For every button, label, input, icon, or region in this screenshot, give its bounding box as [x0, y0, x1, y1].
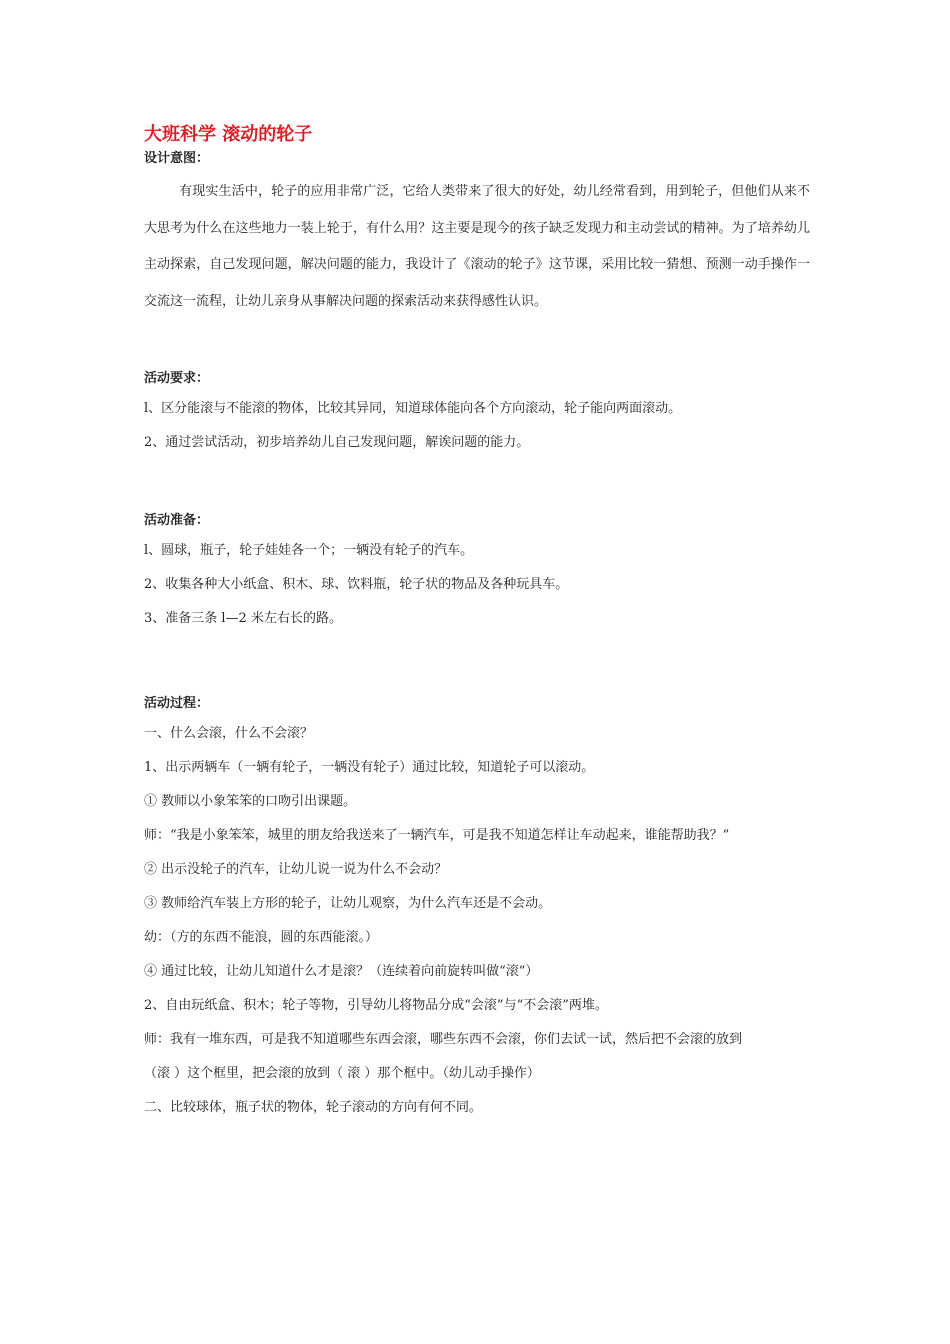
process-heading: 活动过程： [144, 696, 210, 711]
preparation-item: 3、准备三条 l—2 米左右长的路。 [144, 611, 342, 626]
process-item: 1、出示两辆车（一辆有轮子，一辆没有轮子）通过比较，知道轮子可以滚动。 [144, 760, 595, 775]
process-item: 师：我有一堆东西，可是我不知道哪些东西会滚，哪些东西不会滚，你们去试一试，然后把不会滚的放到 [144, 1032, 743, 1047]
process-item: ③ 教师给汽车装上方形的轮子，让幼儿观察，为什么汽车还是不会动。 [144, 896, 552, 911]
design-paragraph: 有现实生活中，轮子的应用非常广泛，它给人类带来了很大的好处，幼儿经常看到，用到轮子，但他们从来不大思考为什么在这些地力一装上轮于，有什么用？这主要是现今的孩子缺乏发现力和主动尝试的精神。为了培养幼儿主动探索，自己发现问题，解决问题的能力，我设计了《滚动的轮子》这节课，采用比较一猜想、预测一动手操作一交流这一流程，让幼儿亲身从事解决问题的探索活动来获得感性认识。 [144, 184, 810, 309]
preparation-item: l、圆球，瓶子，轮子娃娃各一个；一辆没有轮子的汽车。 [144, 543, 474, 558]
document-content [144, 122, 810, 1125]
process-item: 二、比较球体，瓶子状的物体，轮子滚动的方向有何不同。 [144, 1100, 483, 1115]
preparation-item: 2、收集各种大小纸盒、积木、球、饮料瓶，轮子状的物品及各种玩具车。 [144, 577, 569, 592]
design-heading: 设计意图： [144, 151, 210, 166]
process-item: （滚 ）这个框里，把会滚的放到（ 滚 ）那个框中。（幼儿动手操作） [144, 1066, 540, 1081]
process-item: 2、自由玩纸盒、积木；轮子等物，引导幼儿将物品分成“会滚”与“不会滚”两堆。 [144, 998, 608, 1013]
document-title: 大班科学 滚动的轮子 [144, 124, 313, 145]
process-item: ① 教师以小象笨笨的口吻引出课题。 [144, 794, 357, 809]
process-item: 幼：（方的东西不能浪，圆的东西能滚。） [144, 930, 379, 945]
requirement-item: l、区分能滚与不能滚的物体，比较其异同，知道球体能向各个方向滚动，轮子能向两面滚动。 [144, 401, 682, 416]
requirements-heading: 活动要求： [144, 371, 210, 386]
process-item: 一、什么会滚，什么不会滚？ [144, 726, 314, 741]
process-item: 师：“我是小象笨笨，城里的朋友给我送来了一辆汽车，可是我不知道怎样让车动起来，谁能帮助我？” [144, 828, 730, 843]
preparation-heading: 活动准备： [144, 513, 210, 528]
process-item: ④ 通过比较，让幼儿知道什么才是滚？（连续着向前旋转叫做“滚”） [144, 964, 539, 979]
requirement-item: 2、通过尝试活动，初步培养幼儿自己发现问题，解诶问题的能力。 [144, 435, 530, 450]
process-item: ② 出示没轮子的汽车，让幼儿说一说为什么不会动？ [144, 862, 448, 877]
